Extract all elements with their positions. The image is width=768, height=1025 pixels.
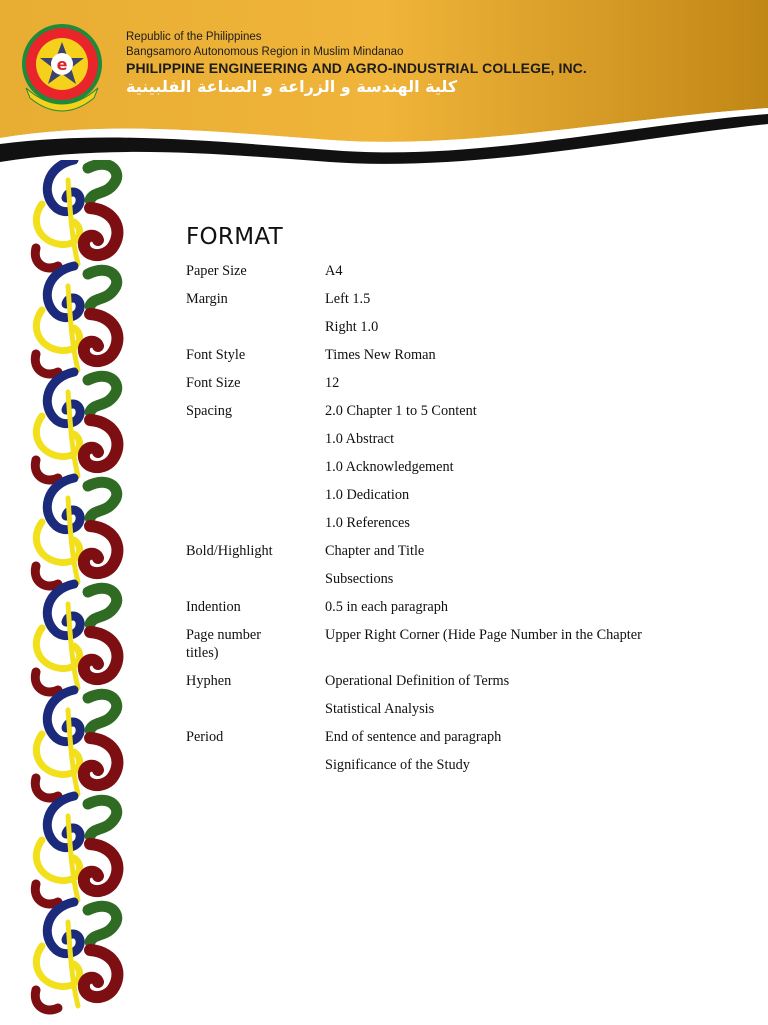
table-row [186,402,726,430]
table-row [186,756,726,784]
format-table [186,262,726,784]
table-row [186,672,726,700]
row-label: Margin [186,291,228,307]
table-row [186,570,726,598]
table-row [186,728,726,756]
table-row [186,542,726,570]
table-row [186,318,726,346]
table-row [186,700,726,728]
row-label [186,318,325,346]
row-label [186,700,325,728]
row-value: Subsections [325,571,394,587]
row-value: Right 1.0 [325,319,379,335]
table-row [186,626,726,672]
row-label: Font Size [186,375,241,391]
row-label [186,486,325,514]
row-label: Page number titles) [186,627,262,661]
page-title: FORMAT [186,224,283,250]
row-label [186,570,325,598]
row-label [186,430,325,458]
row-value: Left 1.5 [325,291,371,307]
row-label [186,458,325,486]
row-value: Operational Definition of Terms [325,673,510,689]
row-value: A4 [325,263,343,279]
row-value: Times New Roman [325,347,436,363]
row-label: Paper Size [186,263,247,279]
row-value: 1.0 Acknowledgement [325,459,454,475]
college-logo [16,20,108,112]
table-row [186,514,726,542]
okir-border-decoration [28,160,128,1020]
row-label: Hyphen [186,673,232,689]
row-value: Chapter and Title [325,543,425,559]
row-value: 1.0 Abstract [325,431,395,447]
college-name-arabic: كلية الهندسة و الزراعة و الصناعة الفلبينية [126,77,458,96]
svg-text:e: e [56,55,68,74]
row-value: Statistical Analysis [325,701,435,717]
row-label: Spacing [186,403,233,419]
row-label: Bold/Highlight [186,543,273,559]
table-row [186,346,726,374]
row-value: 2.0 Chapter 1 to 5 Content [325,403,477,419]
row-value: End of sentence and paragraph [325,729,502,745]
region-line: Bangsamoro Autonomous Region in Muslim Mindanao [126,46,404,58]
row-label [186,756,325,784]
row-label: Period [186,729,224,745]
table-row [186,486,726,514]
row-value: 12 [325,375,340,391]
row-label: Font Style [186,347,246,363]
republic-line: Republic of the Philippines [126,31,262,43]
table-row [186,430,726,458]
row-value: 0.5 in each paragraph [325,599,449,615]
table-row [186,262,726,290]
row-label [186,514,325,542]
header-text [126,30,587,97]
table-row [186,458,726,486]
table-row [186,290,726,318]
row-value: 1.0 References [325,515,410,531]
college-name: PHILIPPINE ENGINEERING AND AGRO-INDUSTRIAL COLLEGE, INC. [126,60,587,76]
table-row [186,374,726,402]
table-row [186,598,726,626]
row-value: Upper Right Corner (Hide Page Number in the Chapter [325,627,642,643]
row-value: 1.0 Dedication [325,487,410,503]
row-label: Indention [186,599,241,615]
row-value: Significance of the Study [325,757,470,773]
